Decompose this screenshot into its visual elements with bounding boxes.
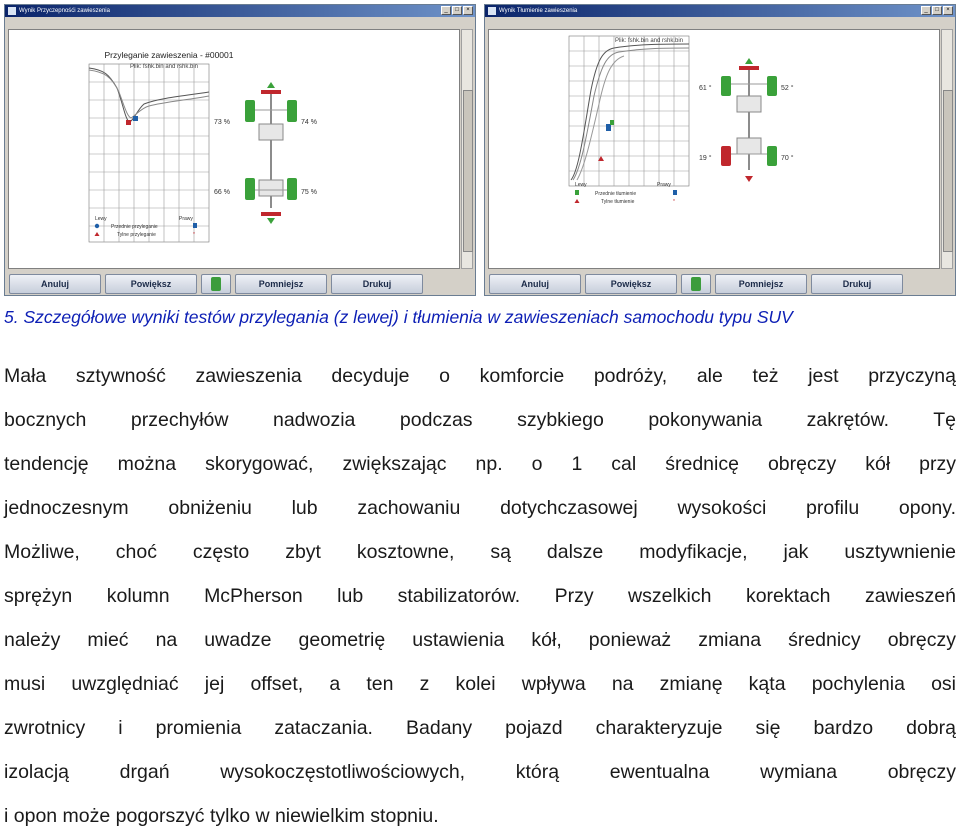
- svg-text:*: *: [193, 232, 195, 238]
- damping-file-label: Plik: fshk.bin and rshk.bin: [614, 38, 684, 44]
- body-paragraph: [4, 354, 956, 838]
- legend-left-label: Lewy: [575, 182, 587, 188]
- app-icon: [8, 7, 16, 15]
- front-left-marker: [126, 120, 131, 125]
- green-status-icon: [691, 277, 701, 291]
- maximize-icon[interactable]: □: [452, 6, 462, 15]
- damping-titlebar[interactable]: [485, 5, 955, 17]
- damping-report-graphic: [489, 30, 939, 268]
- zoom-in-button[interactable]: Powiększ: [585, 274, 677, 294]
- front-right-marker: [133, 116, 138, 121]
- paragraph-line: jednoczesnym obniżeniu lub zachowaniu dotychczasowej wysokości profilu opony.: [4, 497, 956, 519]
- paragraph-line: tendencję można skorygować, zwiększając np. o 1 cal średnicę obręczy kół przy: [4, 453, 956, 475]
- front-left-marker: [610, 120, 614, 125]
- adhesion-button-bar: [9, 273, 471, 295]
- adhesion-scrollbar[interactable]: [461, 29, 473, 269]
- zoom-out-button[interactable]: Pomniejsz: [235, 274, 327, 294]
- front-left-wheel-icon: [721, 76, 731, 96]
- paragraph-line: bocznych przechyłów nadwozia podczas szybkiego pokonywania zakrętów. Tę: [4, 409, 956, 431]
- damping-curves: [571, 44, 689, 180]
- damping-menubar: [485, 17, 955, 27]
- front-right-wheel-icon: [287, 100, 297, 122]
- paragraph-line: i opon może pogorszyć tylko w niewielkim stopniu.: [4, 805, 439, 827]
- front-left-wheel-icon: [245, 100, 255, 122]
- paragraph-line: sprężyn kolumn McPherson lub stabilizatorów. Przy wszelkich korektach zawieszeń: [4, 585, 956, 607]
- adhesion-window: [4, 4, 476, 296]
- adhesion-chart-title: Przyleganie zawieszenia - #00001: [104, 50, 234, 60]
- figure-caption: 5. Szczegółowe wyniki testów przylegania (z lewej) i tłumienia w zawieszeniach samochodu typu SUV: [4, 307, 793, 327]
- rear-left-damping-value: 19 °: [699, 155, 712, 162]
- damping-window-title: Wynik Tłumienie zawieszenia: [499, 8, 578, 14]
- legend-right-label: Prawy: [179, 216, 193, 222]
- cancel-button[interactable]: Anuluj: [9, 274, 101, 294]
- paragraph-line: musi uwzględniać jej offset, a ten z kolei wpływa na zmianę kąta pochylenia osi: [4, 673, 956, 695]
- paragraph-line: zwrotnicy i promienia zataczania. Badany pojazd charakteryzuje się bardzo dobrą: [4, 717, 956, 739]
- paragraph-line: Mała sztywność zawieszenia decyduje o komforcie podróży, ale też jest przyczyną: [4, 365, 956, 387]
- damping-legend: [575, 182, 678, 205]
- legend-front-label: Przednie przyleganie: [111, 224, 158, 230]
- close-icon[interactable]: ×: [463, 6, 473, 15]
- rear-right-damping-value: 70 °: [781, 155, 794, 162]
- front-left-adhesion-value: 73 %: [214, 119, 230, 126]
- paragraph-line: izolacją drgań wysokoczęstotliwościowych, którą ewentualna wymiana obręczy: [4, 761, 956, 783]
- front-right-marker: [606, 124, 611, 131]
- damping-report-area: [488, 29, 940, 269]
- front-right-damping-value: 52 °: [781, 85, 794, 92]
- adhesion-file-label: Plik: fshk.bin and rshk.bin: [129, 64, 199, 70]
- scroll-thumb[interactable]: [943, 90, 953, 252]
- rear-right-wheel-icon: [767, 146, 777, 166]
- adhesion-legend: [95, 216, 198, 238]
- adhesion-report-area: [8, 29, 460, 269]
- green-status-icon: [211, 277, 221, 291]
- adhesion-vehicle-diagram: [245, 82, 297, 224]
- rear-left-adhesion-value: 66 %: [214, 189, 230, 196]
- maximize-icon[interactable]: □: [932, 6, 942, 15]
- app-icon: [488, 7, 496, 15]
- adhesion-menubar: [5, 17, 475, 27]
- rear-right-adhesion-value: 75 %: [301, 189, 317, 196]
- paragraph-line: należy mieć na uwadze geometrię ustawienia kół, ponieważ zmiana średnicy obręczy: [4, 629, 956, 651]
- front-left-damping-value: 61 °: [699, 85, 712, 92]
- cancel-button[interactable]: Anuluj: [489, 274, 581, 294]
- zoom-out-button[interactable]: Pomniejsz: [715, 274, 807, 294]
- legend-right-label: Prawy: [657, 182, 671, 188]
- print-button[interactable]: Drukuj: [331, 274, 423, 294]
- minimize-icon[interactable]: _: [441, 6, 451, 15]
- minimize-icon[interactable]: _: [921, 6, 931, 15]
- rear-left-wheel-icon: [721, 146, 731, 166]
- legend-rear-label: Tylne przyleganie: [117, 232, 156, 238]
- rear-right-wheel-icon: [287, 178, 297, 200]
- adhesion-titlebar[interactable]: [5, 5, 475, 17]
- damping-button-bar: [489, 273, 951, 295]
- adhesion-report-graphic: [9, 30, 459, 268]
- close-icon[interactable]: ×: [943, 6, 953, 15]
- legend-front-label: Przednie tłumienie: [595, 191, 637, 197]
- zoom-in-button[interactable]: Powiększ: [105, 274, 197, 294]
- paragraph-line: Możliwe, choć często zbyt kosztowne, są dalsze modyfikacje, jak usztywnienie: [4, 541, 956, 563]
- front-right-wheel-icon: [767, 76, 777, 96]
- print-button[interactable]: Drukuj: [811, 274, 903, 294]
- damping-scrollbar[interactable]: [941, 29, 953, 269]
- damping-window: [484, 4, 956, 296]
- rear-left-wheel-icon: [245, 178, 255, 200]
- adhesion-window-title: Wynik Przyczepnośći zawieszenia: [19, 8, 110, 14]
- front-right-adhesion-value: 74 %: [301, 119, 317, 126]
- print-status-button[interactable]: [201, 274, 231, 294]
- legend-rear-label: Tylne tłumienie: [601, 199, 635, 205]
- damping-vehicle-diagram: [721, 58, 777, 182]
- legend-left-label: Lewy: [95, 216, 107, 222]
- print-status-button[interactable]: [681, 274, 711, 294]
- scroll-thumb[interactable]: [463, 90, 473, 252]
- svg-text:*: *: [673, 199, 675, 205]
